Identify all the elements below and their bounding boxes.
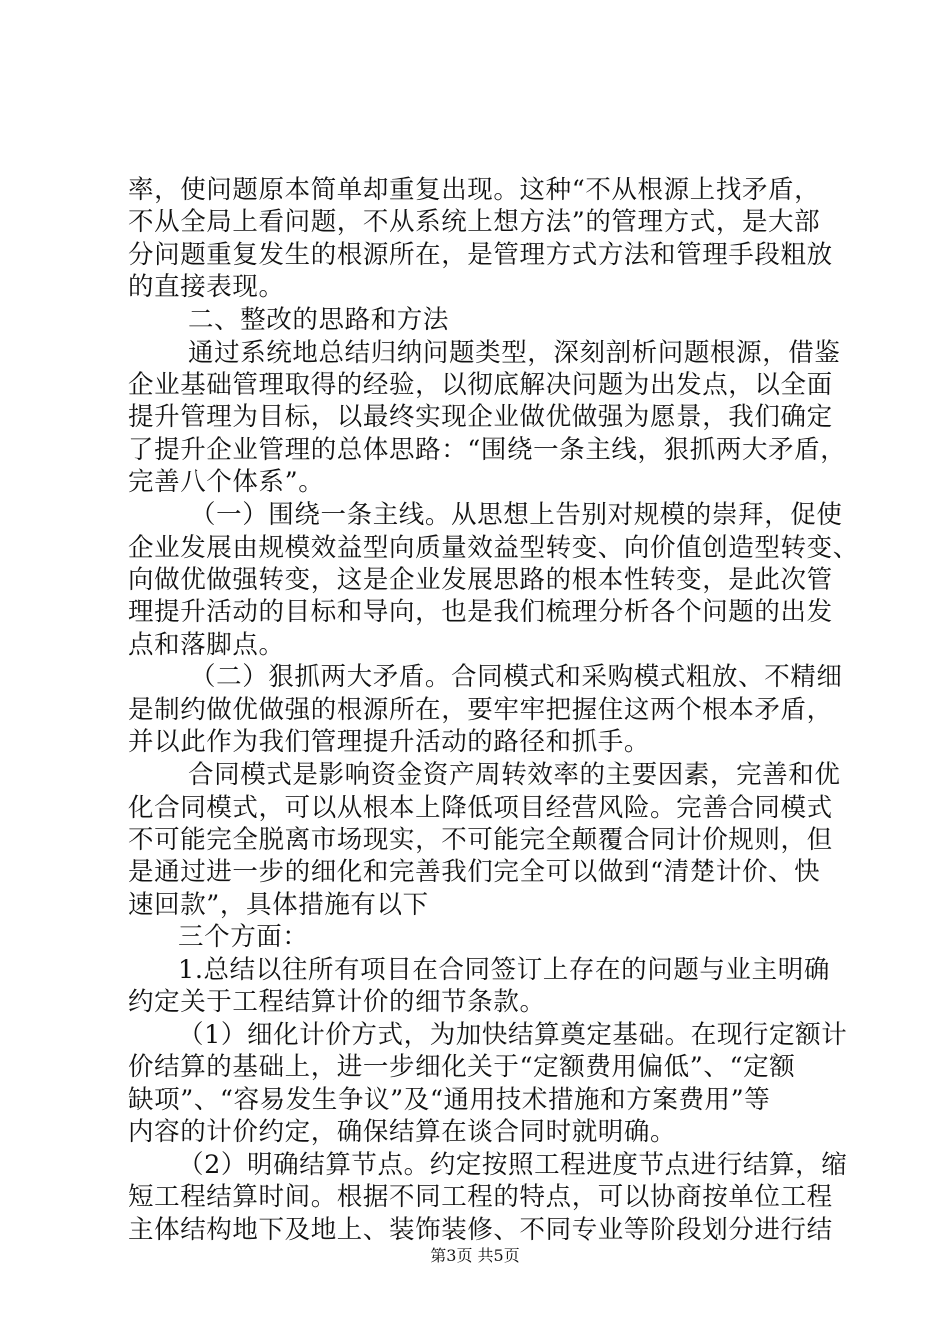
text-line: 1.总结以往所有项目在合同签订上存在的问题与业主明确 xyxy=(178,955,830,985)
text-line: （一）围绕一条主线。从思想上告别对规模的崇拜，促使 xyxy=(190,500,843,530)
text-line: 提升管理为目标，以最终实现企业做优做强为愿景，我们确定 xyxy=(128,402,833,432)
text-line: （1）细化计价方式，为加快结算奠定基础。在现行定额计 xyxy=(178,1020,848,1050)
text-line: 完善八个体系”。 xyxy=(128,467,325,497)
text-line: 缺项”、“容易发生争议”及“通用技术措施和方案费用”等 xyxy=(128,1085,771,1115)
text-line: 并以此作为我们管理提升活动的路径和抓手。 xyxy=(128,727,651,757)
text-line: （二）狠抓两大矛盾。合同模式和采购模式粗放、不精细 xyxy=(190,662,843,692)
text-line: 二、整改的思路和方法 xyxy=(188,305,450,335)
text-line: 不可能完全脱离市场现实，不可能完全颠覆合同计价规则，但 xyxy=(128,825,833,855)
text-line: 率，使问题原本简单却重复出现。这种“不从根源上找矛盾， xyxy=(128,175,821,205)
text-line: 合同模式是影响资金资产周转效率的主要因素，完善和优 xyxy=(188,760,841,790)
text-line: 三个方面： xyxy=(178,922,309,952)
text-line: 理提升活动的目标和导向，也是我们梳理分析各个问题的出发 xyxy=(128,597,833,627)
text-line: 速回款”，具体措施有以下 xyxy=(128,890,429,920)
text-line: 短工程结算时间。根据不同工程的特点，可以协商按单位工程 xyxy=(128,1182,833,1212)
text-line: 的直接表现。 xyxy=(128,272,285,302)
text-line: 通过系统地总结归纳问题类型，深刻剖析问题根源，借鉴 xyxy=(188,338,841,368)
text-line: 点和落脚点。 xyxy=(128,630,285,660)
text-line: 是制约做优做强的根源所在，要牢牢把握住这两个根本矛盾， xyxy=(128,695,833,725)
text-line: 向做优做强转变，这是企业发展思路的根本性转变，是此次管 xyxy=(128,565,833,595)
text-line: （2）明确结算节点。约定按照工程进度节点进行结算，缩 xyxy=(178,1150,848,1180)
text-line: 企业发展由规模效益型向质量效益型转变、向价值创造型转变、 xyxy=(128,533,859,563)
text-line: 内容的计价约定，确保结算在谈合同时就明确。 xyxy=(128,1117,677,1147)
text-line: 主体结构地下及地上、装饰装修、不同专业等阶段划分进行结 xyxy=(128,1215,833,1245)
text-line: 化合同模式，可以从根本上降低项目经营风险。完善合同模式 xyxy=(128,793,833,823)
text-line: 不从全局上看问题，不从系统上想方法”的管理方式，是大部 xyxy=(128,207,821,237)
text-line: 分问题重复发生的根源所在，是管理方式方法和管理手段粗放 xyxy=(128,240,833,270)
text-line: 是通过进一步的细化和完善我们完全可以做到“清楚计价、快 xyxy=(128,857,821,887)
page-footer: 第3页 共5页 xyxy=(430,1246,520,1265)
text-line: 约定关于工程结算计价的细节条款。 xyxy=(128,987,546,1017)
text-line: 了提升企业管理的总体思路：“围绕一条主线，狠抓两大矛盾， xyxy=(128,435,847,465)
text-line: 企业基础管理取得的经验，以彻底解决问题为出发点，以全面 xyxy=(128,370,833,400)
text-line: 价结算的基础上，进一步细化关于“定额费用偏低”、“定额 xyxy=(128,1052,796,1082)
